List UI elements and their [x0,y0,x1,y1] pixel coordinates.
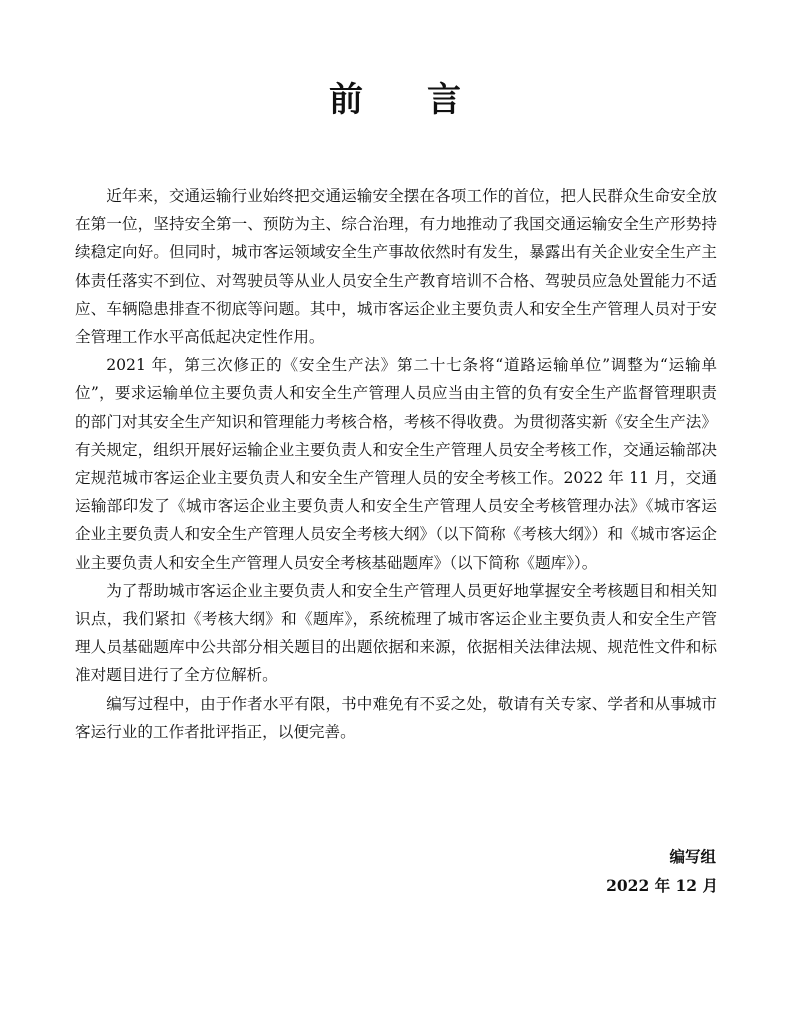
author-organization: 编写组 [669,847,716,866]
paragraph-4: 编写过程中，由于作者水平有限，书中难免有不妥之处，敬请有关专家、学者和从事城市客运行业的工作者批评指正，以便完善。 [75,694,717,741]
page-title [0,80,790,120]
paragraph-2: 2021 年，第三次修正的《安全生产法》第二十七条将“道路运输单位”调整为“运输单位”，要求运输单位主要负责人和安全生产管理人员应当由主管的负有安全生产监督管理职责的部门对其安全生产知识和管理能力考核合格，考核不得收费。为贯彻落实新《安全生产法》有关规定，组织开展好运输企业主要负责人和安全生产管理人员安全考核工作，交通运输部决定规范城市客运企业主要负责人和安全生产管理人员的安全考核工作。2022 年 11 月，交通运输部印发了《城市客运企业主要负责人和安全生产管理人员安全考核管理办法》《城市客运企业主要负责人和安全生产管理人员安全考核大纲》（以下简称《考核大纲》）和《城市客运企业主要负责人和安全生产管理人员安全考核基础题库》（以下简称《题库》）。 [75,356,717,572]
page-title-char-1: 前 [329,80,363,120]
preface-body [75,182,717,746]
signature-block [606,842,718,900]
page-title-char-2: 言 [427,80,461,120]
paragraph-3: 为了帮助城市客运企业主要负责人和安全生产管理人员更好地掌握安全考核题目和相关知识点，我们紧扣《考核大纲》和《题库》，系统梳理了城市客运企业主要负责人和安全生产管理人员基础题库中公共部分相关题目的出题依据和来源，依据相关法律法规、规范性文件和标准对题目进行了全方位解析。 [75,581,717,685]
publication-date: 2022 年 12 月 [606,876,718,895]
paragraph-1: 近年来，交通运输行业始终把交通运输安全摆在各项工作的首位，把人民群众生命安全放在第一位，坚持安全第一、预防为主、综合治理，有力地推动了我国交通运输安全生产形势持续稳定向好。但同时，城市客运领域安全生产事故依然时有发生，暴露出有关企业安全生产主体责任落实不到位、对驾驶员等从业人员安全生产教育培训不合格、驾驶员应急处置能力不适应、车辆隐患排查不彻底等问题。其中，城市客运企业主要负责人和安全生产管理人员对于安全管理工作水平高低起决定性作用。 [75,187,717,347]
